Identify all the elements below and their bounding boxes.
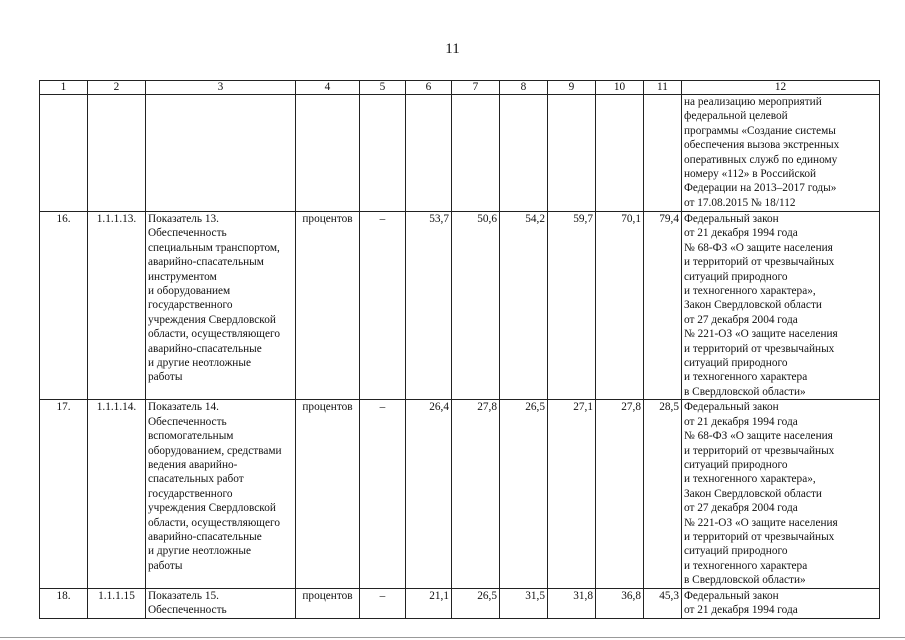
header-col-4: 4 <box>296 81 360 95</box>
table-row <box>40 212 880 400</box>
page-bottom-rule <box>0 637 905 638</box>
unit-cell: процентов <box>296 400 360 588</box>
value-col8 <box>500 95 548 212</box>
header-col-7: 7 <box>452 81 500 95</box>
table-row <box>40 400 880 588</box>
row-code: 1.1.1.14. <box>88 400 146 588</box>
header-col-2: 2 <box>88 81 146 95</box>
value-col11: 45,3 <box>644 588 682 618</box>
value-col8: 31,5 <box>500 588 548 618</box>
row-number: 16. <box>40 212 88 400</box>
indicator-name: Показатель 13. Обеспеченность специальным транспортом, аварийно-спасательным инструментом и оборудованием государственного учреждения Свердловской области, осуществляющего аварийно-спасательные и другие неотложные работы <box>146 212 296 400</box>
value-col11: 79,4 <box>644 212 682 400</box>
col5-cell: – <box>360 588 406 618</box>
col5-cell: – <box>360 212 406 400</box>
value-col6 <box>406 95 452 212</box>
value-col6: 21,1 <box>406 588 452 618</box>
value-col7: 27,8 <box>452 400 500 588</box>
legal-basis-cell: Федеральный закон от 21 декабря 1994 года <box>682 588 880 618</box>
row-code <box>88 95 146 212</box>
value-col8: 54,2 <box>500 212 548 400</box>
value-col9: 31,8 <box>548 588 596 618</box>
value-col10: 36,8 <box>596 588 644 618</box>
header-col-5: 5 <box>360 81 406 95</box>
unit-cell <box>296 95 360 212</box>
legal-basis-cell: Федеральный закон от 21 декабря 1994 года № 68-ФЗ «О защите населения и территорий от чрезвычайных ситуаций природного и техногенного характера», Закон Свердловской области от 27 декабря 2004 года № 221-ОЗ «О защите населения и территорий от чрезвычайных ситуаций природного и техногенного характера в Свердловской области» <box>682 400 880 588</box>
header-col-3: 3 <box>146 81 296 95</box>
header-row <box>40 81 880 95</box>
row-number: 18. <box>40 588 88 618</box>
col5-cell <box>360 95 406 212</box>
table-row <box>40 588 880 618</box>
table-row <box>40 95 880 212</box>
value-col7: 26,5 <box>452 588 500 618</box>
header-col-6: 6 <box>406 81 452 95</box>
value-col10: 70,1 <box>596 212 644 400</box>
header-col-11: 11 <box>644 81 682 95</box>
value-col10: 27,8 <box>596 400 644 588</box>
legal-basis-cell: Федеральный закон от 21 декабря 1994 года № 68-ФЗ «О защите населения и территорий от чрезвычайных ситуаций природного и техногенного характера», Закон Свердловской области от 27 декабря 2004 года № 221-ОЗ «О защите населения и территорий от чрезвычайных ситуаций природного и техногенного характера в Свердловской области» <box>682 212 880 400</box>
header-col-1: 1 <box>40 81 88 95</box>
value-col9: 27,1 <box>548 400 596 588</box>
indicator-name: Показатель 14. Обеспеченность вспомогательным оборудованием, средствами ведения аварийно- спасательных работ государственного учреждения Свердловской области, осуществляющего аварийно-спасательные и другие неотложные работы <box>146 400 296 588</box>
value-col9: 59,7 <box>548 212 596 400</box>
header-col-10: 10 <box>596 81 644 95</box>
value-col8: 26,5 <box>500 400 548 588</box>
value-col10 <box>596 95 644 212</box>
page-number: 11 <box>445 41 460 57</box>
col5-cell: – <box>360 400 406 588</box>
value-col6: 26,4 <box>406 400 452 588</box>
header-col-8: 8 <box>500 81 548 95</box>
legal-basis-cell: на реализацию мероприятий федеральной целевой программы «Создание системы обеспечения вызова экстренных оперативных служб по единому номеру «112» в Российской Федерации на 2013–2017 годы» от 17.08.2015 № 18/112 <box>682 95 880 212</box>
row-code: 1.1.1.13. <box>88 212 146 400</box>
row-number <box>40 95 88 212</box>
header-col-12: 12 <box>682 81 880 95</box>
value-col11 <box>644 95 682 212</box>
value-col7 <box>452 95 500 212</box>
header-col-9: 9 <box>548 81 596 95</box>
indicators-table <box>39 80 880 619</box>
indicator-name: Показатель 15. Обеспеченность <box>146 588 296 618</box>
row-number: 17. <box>40 400 88 588</box>
value-col11: 28,5 <box>644 400 682 588</box>
value-col7: 50,6 <box>452 212 500 400</box>
indicator-name <box>146 95 296 212</box>
value-col6: 53,7 <box>406 212 452 400</box>
unit-cell: процентов <box>296 212 360 400</box>
value-col9 <box>548 95 596 212</box>
unit-cell: процентов <box>296 588 360 618</box>
row-code: 1.1.1.15 <box>88 588 146 618</box>
